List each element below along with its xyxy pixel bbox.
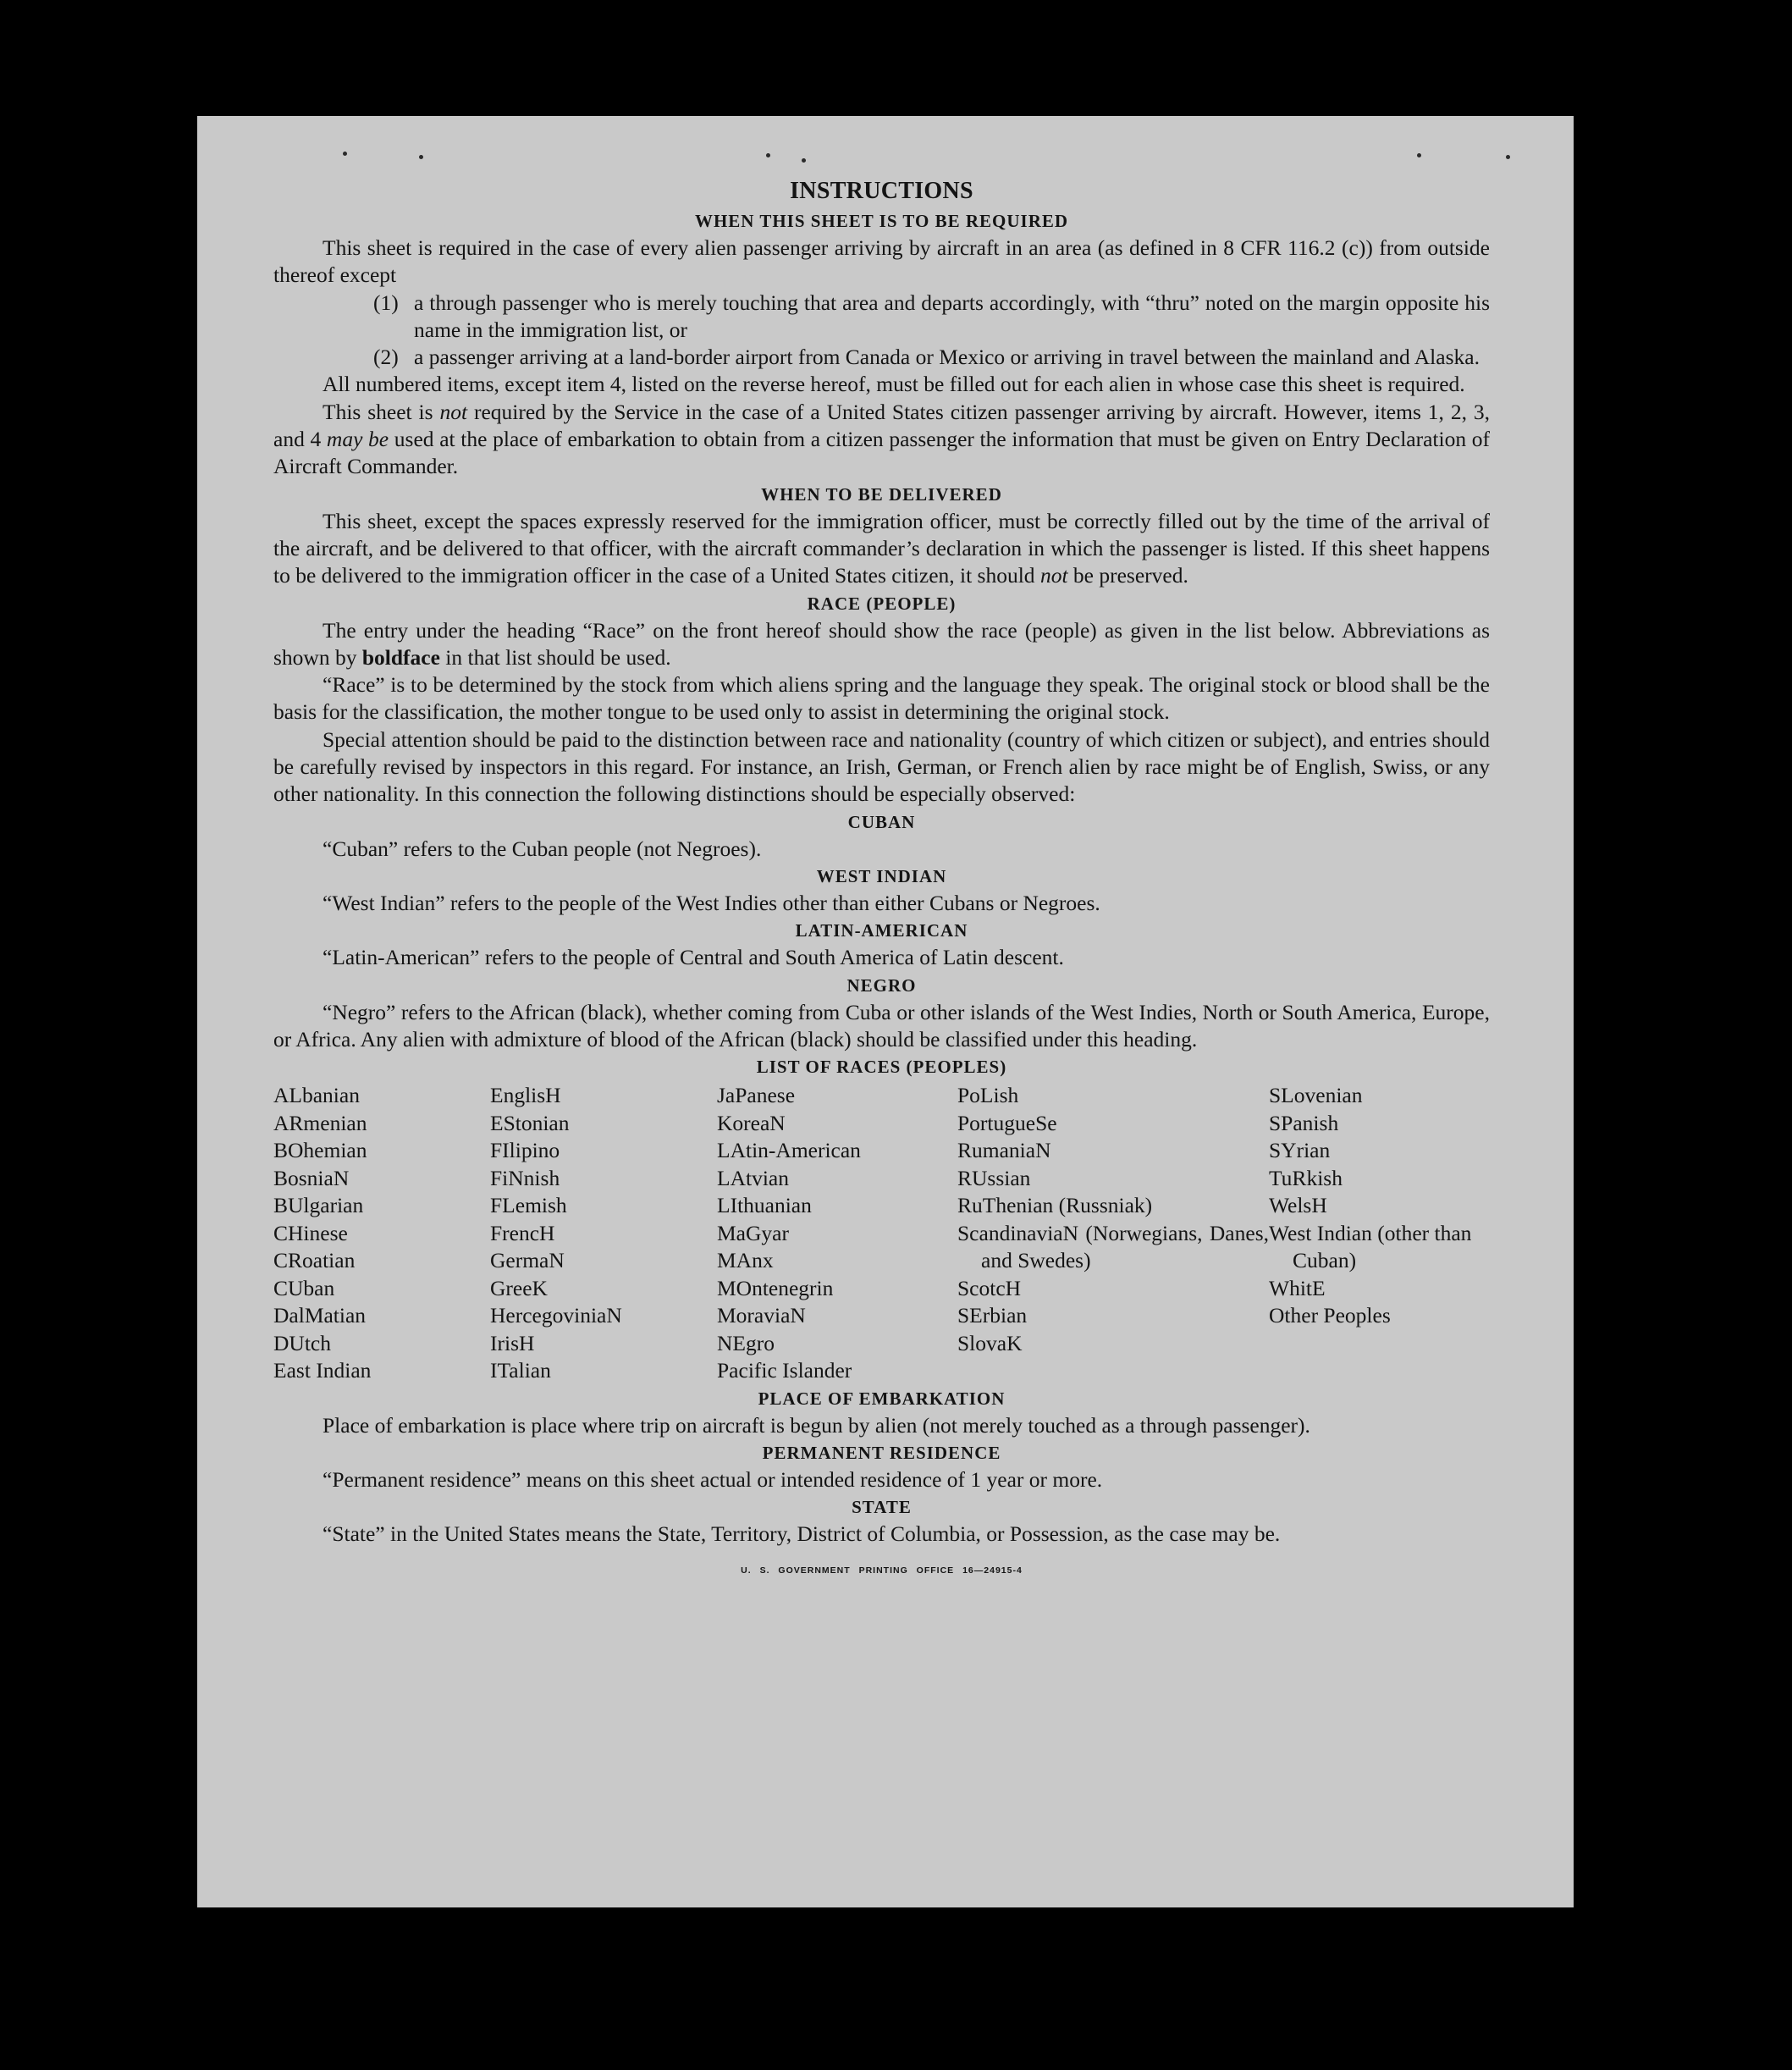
heading-latin-american: LATIN-AMERICAN <box>795 920 968 941</box>
race-entry: SLovenian <box>1269 1083 1363 1108</box>
race-entry: BosniaN <box>273 1165 350 1190</box>
race-entry: SYrian <box>1269 1138 1331 1163</box>
race-entry: ITalian <box>490 1358 551 1383</box>
race-entry: KoreaN <box>717 1110 786 1135</box>
race-entry: SlovaK <box>957 1330 1023 1355</box>
race-entry: RuThenian (Russniak) <box>957 1193 1153 1218</box>
race-entry: FLemish <box>490 1193 567 1218</box>
race-entry: LIthuanian <box>717 1193 812 1218</box>
race-entry: JaPanese <box>717 1083 796 1108</box>
races-column-3 <box>717 1082 957 1385</box>
item-text: a through passenger who is merely touching that area and departs accordingly, with “thru” noted on the margin opposite his name in the immigration list, or <box>414 290 1490 342</box>
race-entry: FrencH <box>490 1220 555 1245</box>
race-entry: WelsH <box>1269 1193 1327 1218</box>
race-entry: EnglisH <box>490 1083 561 1108</box>
race-entry: ARmenian <box>273 1110 367 1135</box>
race-paragraph-1: The entry under the heading “Race” on the front hereof should show the race (people) as given in the list below. Abbreviations as shown by boldface in that list should be used. <box>273 617 1490 670</box>
item-text: a passenger arriving at a land-border airport from Canada or Mexico or arriving in travel between the mainland and Alaska. <box>414 345 1480 370</box>
race-entry: CHinese <box>273 1220 348 1245</box>
heading-when-delivered: WHEN TO BE DELIVERED <box>761 483 1002 505</box>
page-title: INSTRUCTIONS <box>790 178 973 204</box>
race-entry: GreeK <box>490 1275 548 1300</box>
when-required-intro: This sheet is required in the case of every alien passenger arriving by aircraft in an area (as defined in 8 CFR 116.2 (c)) from outside thereof except <box>273 235 1490 288</box>
race-entry: SErbian <box>957 1303 1028 1328</box>
residence-text: “Permanent residence” means on this sheet actual or intended residence of 1 year or more. <box>323 1466 1103 1492</box>
embarkation-text: Place of embarkation is place where trip on aircraft is begun by alien (not merely touched as a through passenger). <box>323 1412 1310 1438</box>
races-column-4 <box>957 1082 1269 1385</box>
race-entry: NEgro <box>717 1330 775 1355</box>
race-entry: ScandinaviaN (Norwegians, Danes, and Swedes) <box>957 1220 1269 1273</box>
when-delivered-paragraph: This sheet, except the spaces expressly reserved for the immigration officer, must be correctly filled out by the time of the arrival of the aircraft, and be delivered to that officer, with the aircraft commander’s declaration in which the passenger is listed. If this sheet happens to be delivered to the immigration officer in the case of a United States citizen, it should not be preserved. <box>273 508 1490 588</box>
race-entry: PortugueSe <box>957 1110 1057 1135</box>
race-entry: MoraviaN <box>717 1303 806 1328</box>
negro-text: “Negro” refers to the African (black), whether coming from Cuba or other islands of the West Indies, North or South America, Europe, or Africa. Any alien with admixture of blood of the African (black) should be classified under this heading. <box>273 999 1490 1052</box>
heading-cuban: CUBAN <box>847 811 916 832</box>
race-entry: SPanish <box>1269 1110 1339 1135</box>
race-entry: TuRkish <box>1269 1165 1343 1190</box>
numbered-items-paragraph: All numbered items, except item 4, listed on the reverse hereof, must be filled out for each alien in whose case this sheet is required. <box>323 372 1465 397</box>
race-entry: West Indian (other than Cuban) <box>1269 1220 1472 1273</box>
race-entry: IrisH <box>490 1330 535 1355</box>
exception-item-2 <box>273 344 1490 371</box>
race-entry: DUtch <box>273 1330 331 1355</box>
race-entry: East Indian <box>273 1358 372 1383</box>
heading-race: RACE (PEOPLE) <box>807 593 957 614</box>
cuban-text: “Cuban” refers to the Cuban people (not Negroes). <box>323 836 762 861</box>
race-entry: Pacific Islander <box>717 1358 852 1383</box>
heading-embarkation: PLACE OF EMBARKATION <box>758 1388 1006 1409</box>
heading-residence: PERMANENT RESIDENCE <box>762 1442 1001 1463</box>
race-entry: MOntenegrin <box>717 1275 834 1300</box>
race-entry: PoLish <box>957 1083 1019 1108</box>
scan-specks <box>197 116 1574 167</box>
race-entry: GermaN <box>490 1248 565 1273</box>
race-paragraph-2: “Race” is to be determined by the stock from which aliens spring and the language they speak. The original stock or blood shall be the basis for the classification, the mother tongue to be used only to assist in determining the original stock. <box>273 672 1490 725</box>
heading-west-indian: WEST INDIAN <box>816 865 947 886</box>
citizen-paragraph: This sheet is not required by the Service in the case of a United States citizen passenger arriving by aircraft. However, items 1, 2, 3, and 4 may be used at the place of embarkation to obtain from a citizen passenger the information that must be given on Entry Declaration of Aircraft Commander. <box>273 399 1490 479</box>
race-entry: ScotcH <box>957 1275 1022 1300</box>
race-entry: LAtin-American <box>717 1138 861 1163</box>
race-entry: LAtvian <box>717 1165 789 1190</box>
west-indian-text: “West Indian” refers to the people of the West Indies other than either Cubans or Negroes. <box>323 890 1100 915</box>
race-entry: CRoatian <box>273 1248 356 1273</box>
race-entry: DalMatian <box>273 1303 367 1328</box>
document-sheet <box>197 116 1574 1907</box>
heading-list-of-races: LIST OF RACES (PEOPLES) <box>756 1057 1007 1078</box>
item-number: (2) <box>373 345 399 370</box>
heading-negro: NEGRO <box>846 974 917 996</box>
race-paragraph-3: Special attention should be paid to the distinction between race and nationality (country of which citizen or subject), and entries should be carefully revised by inspectors in this regard. For instance, an Irish, German, or French alien by race might be of English, Swiss, or any other nationality. In this connection the following distinctions should be especially observed: <box>273 726 1490 807</box>
races-list <box>273 1082 1490 1385</box>
race-entry: WhitE <box>1269 1275 1326 1300</box>
state-text: “State” in the United States means the State, Territory, District of Columbia, or Possession, as the case may be. <box>323 1521 1281 1547</box>
races-column-1 <box>273 1082 490 1385</box>
race-entry: ALbanian <box>273 1083 360 1108</box>
race-entry: BUlgarian <box>273 1193 364 1218</box>
exception-item-1 <box>273 290 1490 345</box>
race-entry: RUssian <box>957 1165 1031 1190</box>
printing-office-footer: U. S. GOVERNMENT PRINTING OFFICE 16—24915-4 <box>741 1565 1023 1576</box>
heading-when-required: WHEN THIS SHEET IS TO BE REQUIRED <box>694 211 1069 231</box>
instructions-content <box>273 175 1490 1584</box>
latin-american-text: “Latin-American” refers to the people of Central and South America of Latin descent. <box>323 945 1064 970</box>
race-entry: EStonian <box>490 1110 570 1135</box>
race-entry: MAnx <box>717 1248 774 1273</box>
race-entry: Other Peoples <box>1269 1303 1391 1328</box>
race-entry: BOhemian <box>273 1138 367 1163</box>
races-column-2 <box>490 1082 717 1385</box>
race-entry: RumaniaN <box>957 1138 1051 1163</box>
race-entry: HercegoviniaN <box>490 1303 622 1328</box>
race-entry: FiNnish <box>490 1165 560 1190</box>
race-entry: CUban <box>273 1275 335 1300</box>
races-column-5 <box>1269 1082 1490 1385</box>
race-entry: MaGyar <box>717 1220 789 1245</box>
race-entry: FIlipino <box>490 1138 560 1163</box>
heading-state: STATE <box>852 1497 912 1518</box>
item-number: (1) <box>373 290 399 315</box>
